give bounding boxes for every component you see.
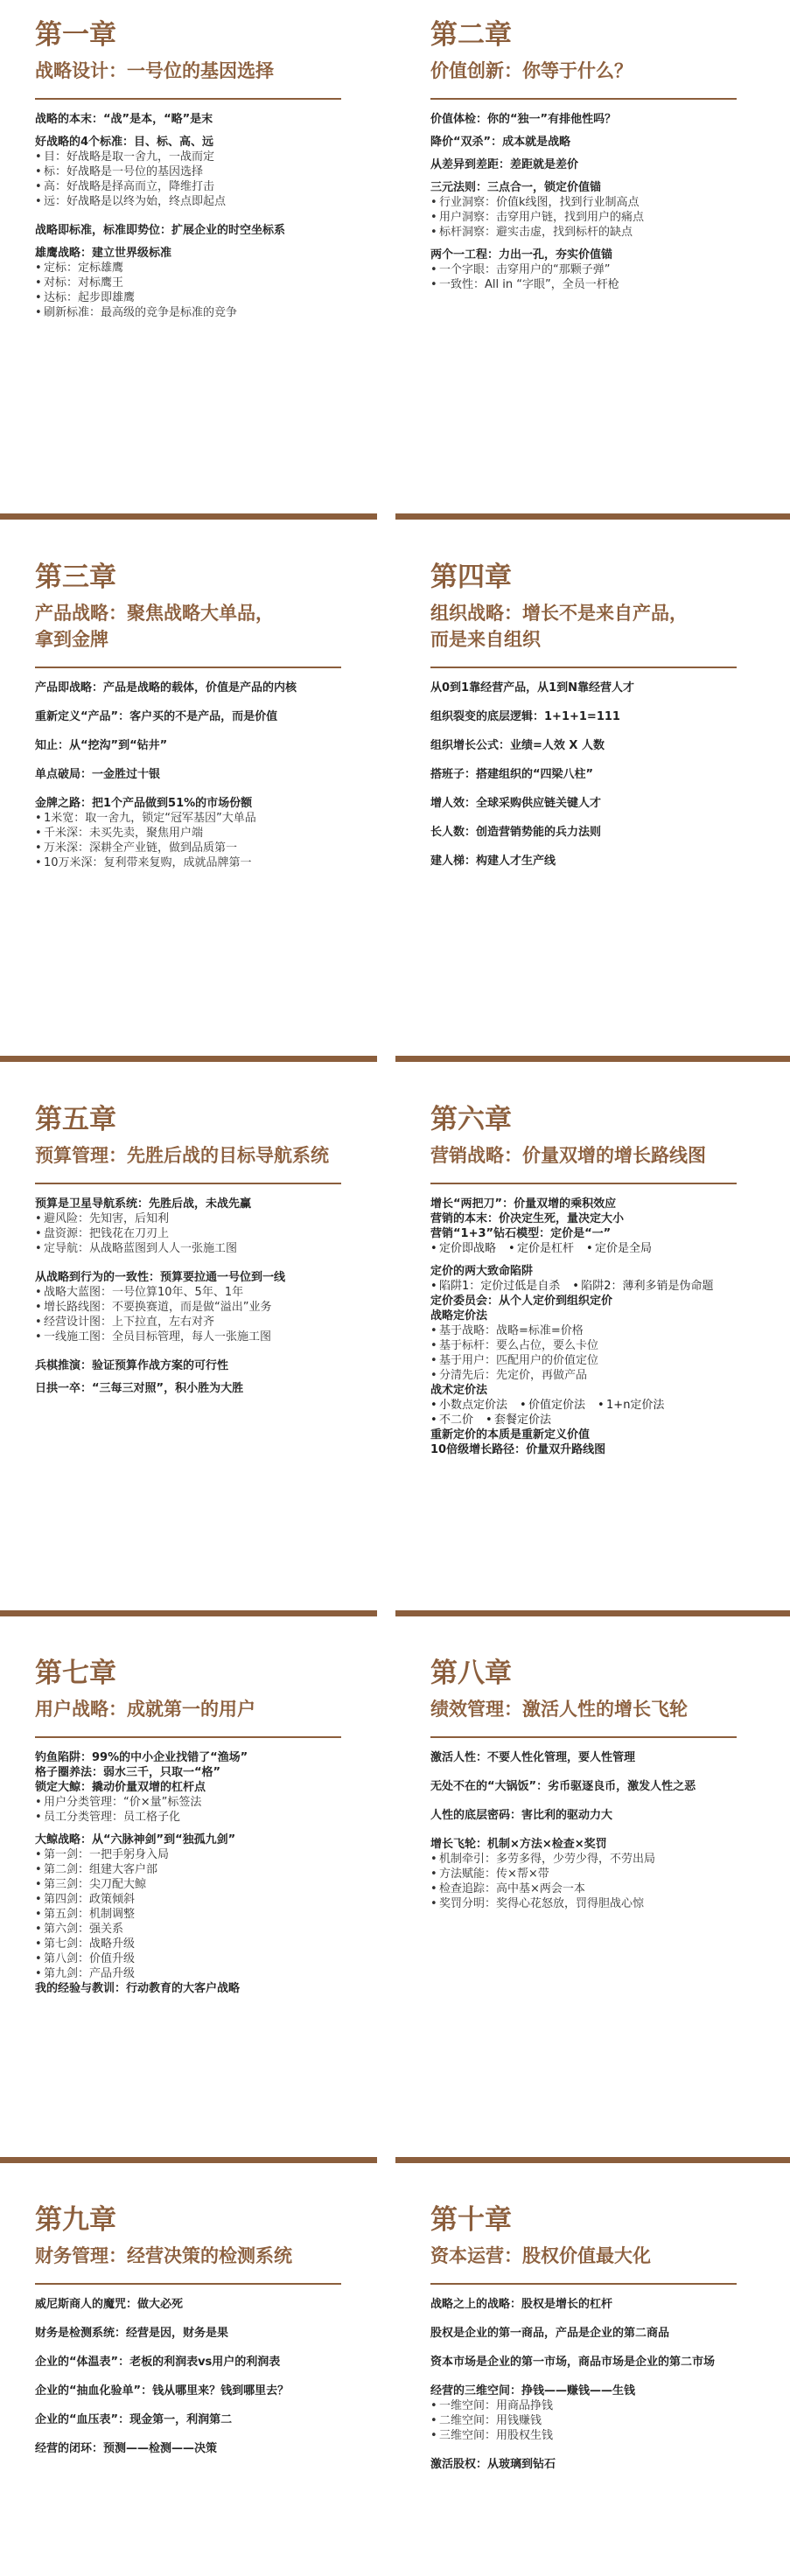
section-heading: 三元法则：三点合一，锁定价值锚	[430, 181, 602, 194]
spacer	[35, 2341, 367, 2355]
bullet-item: • 用户洞察：击穿用户链，找到用户的痛点	[430, 210, 790, 225]
chapter-number: 第八章	[430, 1658, 512, 1689]
section-heading: 搭班子：搭建组织的“四梁八柱”	[430, 768, 594, 781]
spacer	[430, 1765, 790, 1779]
bullet-item: • 基于标杆：要么占位，要么卡位	[430, 1338, 790, 1353]
chapter-items	[430, 2297, 790, 2472]
bullet-item: • 定导航：从战略蓝图到人人一张施工图	[35, 1241, 367, 1256]
section-heading: 金牌之路：把1个产品做到51%的市场份额	[35, 797, 253, 810]
chapter-title-line2: 拿到金牌	[35, 629, 108, 650]
chapter-title: 财务管理：经营决策的检测系统	[35, 2245, 292, 2266]
title-underline	[35, 2283, 341, 2285]
chapter-items	[430, 112, 790, 292]
chapter-title: 组织战略：增长不是来自产品，	[430, 603, 688, 624]
spacer	[430, 2443, 790, 2457]
bullet-item: • 1米宽：取一舍九，锁定“冠军基因”大单品	[35, 811, 367, 826]
section-divider	[0, 2157, 377, 2163]
section-heading: 战术定价法	[430, 1384, 488, 1397]
spacer	[430, 172, 790, 180]
chapter-card-2	[395, 17, 790, 292]
section-heading: 战略之上的战略：股权是增长的杠杆	[430, 2298, 613, 2311]
spacer	[35, 695, 367, 709]
spacer	[35, 2312, 367, 2326]
chapter-card-4	[395, 560, 790, 869]
bullet-item: • 远：好战略是以终为始，终点即起点	[35, 194, 367, 209]
chapter-items	[430, 1197, 790, 1457]
section-heading: 我的经验与教训：行动教育的大客户战略	[35, 1982, 241, 1995]
bullet-item: • 万米深：深耕全产业链，做到品质第一	[35, 841, 367, 855]
spacer	[35, 127, 367, 135]
title-underline	[430, 667, 737, 668]
section-heading: 产品即战略：产品是战略的载体，价值是产品的内核	[35, 681, 297, 695]
bullet-item: • 刷新标准：最高级的竞争是标准的竞争	[35, 305, 367, 320]
section-heading: 定价的两大致命陷阱	[430, 1265, 534, 1278]
spacer	[35, 1373, 367, 1381]
bullet-item: • 第五剑：机制调整	[35, 1907, 367, 1922]
bullet-item: • 避风险：先知害，后知利	[35, 1211, 367, 1226]
section-heading: 战略定价法	[430, 1309, 488, 1323]
bullet-item: • 用户分类管理：“价×量”标签法	[35, 1795, 367, 1810]
chapter-title-line2: 而是来自组织	[430, 629, 541, 650]
section-heading: 营销的本末：价决定生死，量决定大小	[430, 1212, 625, 1225]
inline-bullet: • 定价即战略	[430, 1242, 496, 1255]
section-heading: 财务是检测系统：经营是因，财务是果	[35, 2327, 229, 2340]
section-heading: 知止：从“挖沟”到“钻井”	[35, 739, 168, 752]
bullet-item: • 对标：对标鹰王	[35, 276, 367, 290]
bullet-item: • 战略大蓝图：一号位算10年、5年、1年	[35, 1285, 367, 1300]
inline-bullet: • 不二价	[430, 1414, 473, 1427]
inline-bullet: • 1+n定价法	[598, 1399, 664, 1412]
bullet-item: • 分清先后：先定价，再做产品	[430, 1368, 790, 1383]
chapter-items	[35, 112, 367, 320]
section-heading: 人性的底层密码：害比利的驱动力大	[430, 1809, 613, 1822]
spacer	[35, 209, 367, 223]
inline-bullet-row	[430, 1413, 790, 1428]
bullet-item: • 一致性：All in “字眼”，全员一杆枪	[430, 277, 790, 292]
spacer	[430, 840, 790, 854]
title-underline	[35, 1736, 341, 1738]
chapter-card-9	[0, 2203, 367, 2456]
chapter-card-10	[395, 2203, 790, 2472]
bullet-item: • 达标：起步即雄鹰	[35, 290, 367, 305]
section-heading: 组织裂变的底层逻辑：1+1+1=111	[430, 710, 620, 723]
section-heading: 企业的“体温表”：老板的利润表vs用户的利润表	[35, 2356, 281, 2369]
bullet-item: • 盘资源：把钱花在刀刃上	[35, 1226, 367, 1241]
inline-bullet-row	[430, 1279, 790, 1294]
section-heading: 兵棋推演：验证预算作战方案的可行性	[35, 1359, 229, 1372]
section-heading: 价值体检：你的“独一”有排他性吗？	[430, 113, 617, 126]
chapter-title: 价值创新：你等于什么？	[430, 60, 633, 81]
section-heading: 降价“双杀”：成本就是战略	[430, 136, 571, 149]
inline-bullet: • 价值定价法	[520, 1399, 585, 1412]
spacer	[430, 240, 790, 248]
title-underline	[430, 98, 737, 100]
section-heading: 从战略到行为的一致性：预算要拉通一号位到一线	[35, 1271, 286, 1284]
spacer	[35, 724, 367, 738]
section-heading: 股权是企业的第一商品，产品是企业的第二商品	[430, 2327, 670, 2340]
bullet-item: • 一个字眼：击穿用户的“那颗子弹”	[430, 262, 790, 277]
section-heading: 格子圈养法：弱水三千，只取一“格”	[35, 1766, 221, 1779]
section-heading: 重新定义“产品”：客户买的不是产品，而是价值	[35, 710, 278, 723]
section-heading: 无处不在的“大锅饭”：劣币驱逐良币，激发人性之恶	[430, 1780, 696, 1793]
inline-bullet: • 陷阱1：定价过低是自杀	[430, 1280, 560, 1293]
section-heading: 雄鹰战略：建立世界级标准	[35, 247, 172, 260]
section-divider	[395, 513, 790, 520]
section-heading: 增人效：全球采购供应链关键人才	[430, 797, 602, 810]
spacer	[35, 2398, 367, 2412]
chapter-title: 用户战略：成就第一的用户	[35, 1699, 255, 1720]
spacer	[35, 1344, 367, 1358]
spacer	[430, 1794, 790, 1808]
section-heading: 企业的“抽血化验单”：钱从哪里来？钱到哪里去？	[35, 2384, 290, 2398]
spacer	[430, 2312, 790, 2326]
bullet-item: • 三维空间：用股权生钱	[430, 2428, 790, 2443]
spacer	[35, 753, 367, 767]
bullet-item: • 第一剑：一把手躬身入局	[35, 1847, 367, 1862]
bullet-item: • 10万米深：复利带来复购，成就品牌第一	[35, 855, 367, 870]
bullet-item: • 方法赋能：传×帮×带	[430, 1867, 790, 1881]
bullet-item: • 经营设计图：上下拉直，左右对齐	[35, 1315, 367, 1330]
bullet-item: • 机制牵引：多劳多得，少劳少得，不劳出局	[430, 1852, 790, 1867]
chapter-number: 第五章	[35, 1104, 116, 1135]
chapter-items	[430, 1750, 790, 1911]
bullet-item: • 第四剑：政策倾斜	[35, 1892, 367, 1907]
chapter-card-7	[0, 1656, 367, 1996]
section-heading: 单点破局：一金胜过十银	[35, 768, 161, 781]
spacer	[430, 2370, 790, 2384]
section-heading: 日拱一卒：“三每三对照”，积小胜为大胜	[35, 1382, 244, 1395]
spacer	[430, 782, 790, 796]
title-underline	[35, 667, 341, 668]
section-divider	[395, 1056, 790, 1062]
section-heading: 从0到1靠经营产品，从1到N靠经营人才	[430, 681, 635, 695]
chapter-number: 第九章	[35, 2204, 116, 2236]
bullet-item: • 基于用户：匹配用户的价值定位	[430, 1353, 790, 1368]
spacer	[430, 1823, 790, 1837]
spacer	[35, 2370, 367, 2384]
chapter-items	[35, 681, 367, 870]
chapter-card-3	[0, 560, 367, 870]
inline-bullet: • 陷阱2：薄利多销是伪命题	[572, 1280, 713, 1293]
bullet-item: • 第三剑：尖刀配大鲸	[35, 1877, 367, 1892]
spacer	[35, 2427, 367, 2441]
inline-bullet: • 套餐定价法	[486, 1414, 551, 1427]
chapter-number: 第六章	[430, 1104, 512, 1135]
section-heading: 威尼斯商人的魔咒：做大必死	[35, 2298, 184, 2311]
section-heading: 激活人性：不要人性化管理，要人性管理	[430, 1751, 636, 1764]
bullet-item: • 奖罚分明：奖得心花怒放，罚得胆战心惊	[430, 1896, 790, 1911]
chapter-title: 产品战略：聚焦战略大单品，	[35, 603, 274, 624]
section-heading: 预算是卫星导航系统：先胜后战，未战先赢	[35, 1197, 252, 1211]
chapter-card-5	[0, 1102, 367, 1396]
chapter-items	[35, 2297, 367, 2456]
section-heading: 营销“1+3”钻石模型：定价是“一”	[430, 1227, 612, 1240]
section-heading: 定价委员会：从个人定价到组织定价	[430, 1295, 613, 1308]
section-heading: 长人数：创造营销势能的兵力法则	[430, 826, 602, 839]
inline-bullet: • 定价是杠杆	[508, 1242, 574, 1255]
inline-bullet-row	[430, 1241, 790, 1256]
bullet-item: • 标：好战略是一号位的基因选择	[35, 164, 367, 179]
bullet-item: • 目：好战略是取一舍九，一战而定	[35, 150, 367, 164]
bullet-item: • 行业洞察：价值k线图，找到行业制高点	[430, 195, 790, 210]
spacer	[35, 1256, 367, 1270]
chapter-title: 绩效管理：激活人性的增长飞轮	[430, 1699, 688, 1720]
chapter-number: 第一章	[35, 19, 116, 51]
title-underline	[430, 1736, 737, 1738]
chapter-title: 预算管理：先胜后战的目标导航系统	[35, 1145, 329, 1166]
bullet-item: • 第八剑：价值升级	[35, 1951, 367, 1966]
section-heading: 两个一工程：力出一孔，夯实价值锚	[430, 248, 613, 262]
chapter-items	[35, 1197, 367, 1396]
title-underline	[430, 2283, 737, 2285]
spacer	[430, 150, 790, 157]
spacer	[430, 1256, 790, 1264]
title-underline	[35, 98, 341, 100]
section-heading: 建人梯：构建人才生产线	[430, 855, 556, 868]
bullet-item: • 员工分类管理：员工格子化	[35, 1810, 367, 1825]
chapter-card-8	[395, 1656, 790, 1911]
section-divider	[0, 1610, 377, 1616]
section-heading: 战略的本末：“战”是本，“略”是末	[35, 113, 213, 126]
inline-bullet-row	[430, 1398, 790, 1413]
chapter-title: 战略设计：一号位的基因选择	[35, 60, 274, 81]
bullet-item: • 高：好战略是择高而立，降维打击	[35, 179, 367, 194]
spacer	[430, 127, 790, 135]
spacer	[430, 2341, 790, 2355]
inline-bullet: • 小数点定价法	[430, 1399, 507, 1412]
spacer	[430, 811, 790, 825]
spacer	[35, 238, 367, 246]
spacer	[35, 782, 367, 796]
chapter-number: 第七章	[35, 1658, 116, 1689]
section-heading: 战略即标准，标准即势位：扩展企业的时空坐标系	[35, 224, 286, 237]
section-heading: 从差异到差距：差距就是差价	[430, 158, 579, 171]
bullet-item: • 基于战略：战略=标准=价格	[430, 1323, 790, 1338]
bullet-item: • 一线施工图：全员目标管理，每人一张施工图	[35, 1330, 367, 1344]
chapter-number: 第四章	[430, 562, 512, 593]
section-divider	[0, 1056, 377, 1062]
bullet-item: • 定标：定标雄鹰	[35, 261, 367, 276]
chapter-number: 第十章	[430, 2204, 512, 2236]
section-heading: 增长“两把刀”：价量双增的乘积效应	[430, 1197, 617, 1211]
chapter-card-1	[0, 17, 367, 320]
section-divider	[0, 513, 377, 520]
section-divider	[395, 1610, 790, 1616]
bullet-item: • 标杆洞察：避实击虚，找到标杆的缺点	[430, 225, 790, 240]
chapter-title: 资本运营：股权价值最大化	[430, 2245, 651, 2266]
title-underline	[430, 1183, 737, 1184]
bullet-item: • 千米深：未买先卖，聚焦用户端	[35, 826, 367, 841]
section-heading: 经营的三维空间：挣钱——赚钱——生钱	[430, 2384, 636, 2398]
spacer	[430, 753, 790, 767]
section-heading: 钓鱼陷阱：99%的中小企业找错了“渔场”	[35, 1751, 248, 1764]
spacer	[35, 1825, 367, 1833]
bullet-item: • 二维空间：用钱赚钱	[430, 2413, 790, 2428]
bullet-item: • 第二剑：组建大客户部	[35, 1862, 367, 1877]
bullet-item: • 第六剑：强关系	[35, 1922, 367, 1937]
section-heading: 组织增长公式：业绩=人效 X 人数	[430, 739, 605, 752]
chapter-card-6	[395, 1102, 790, 1457]
section-heading: 增长飞轮：机制×方法×检查×奖罚	[430, 1838, 607, 1851]
chapter-number: 第二章	[430, 19, 512, 51]
spacer	[430, 695, 790, 709]
section-heading: 资本市场是企业的第一市场，商品市场是企业的第二市场	[430, 2356, 716, 2369]
bullet-item: • 一维空间：用商品挣钱	[430, 2398, 790, 2413]
section-heading: 激活股权：从玻璃到钻石	[430, 2458, 556, 2471]
chapter-items	[35, 1750, 367, 1996]
section-heading: 好战略的4个标准：目、标、高、远	[35, 136, 214, 149]
section-heading: 企业的“血压表”：现金第一，利润第二	[35, 2413, 233, 2426]
section-heading: 重新定价的本质是重新定义价值	[430, 1428, 591, 1442]
chapter-number: 第三章	[35, 562, 116, 593]
section-heading: 锁定大鲸：撬动价量双增的杠杆点	[35, 1781, 206, 1794]
title-underline	[35, 1183, 341, 1184]
spacer	[430, 724, 790, 738]
bullet-item: • 增长路线图：不要换赛道，而是做“溢出”业务	[35, 1300, 367, 1315]
section-heading: 经营的闭环：预测——检测——决策	[35, 2442, 218, 2455]
section-heading: 大鲸战略：从“六脉神剑”到“独孤九剑”	[35, 1833, 236, 1846]
chapter-title: 营销战略：价量双增的增长路线图	[430, 1145, 706, 1166]
bullet-item: • 第七剑：战略升级	[35, 1937, 367, 1951]
bullet-item: • 第九剑：产品升级	[35, 1966, 367, 1981]
inline-bullet: • 定价是全局	[586, 1242, 652, 1255]
bullet-item: • 检查追踪：高中基×两会一本	[430, 1881, 790, 1896]
section-heading: 10倍级增长路径：价量双升路线图	[430, 1443, 606, 1456]
section-divider	[395, 2157, 790, 2163]
chapter-items	[430, 681, 790, 869]
